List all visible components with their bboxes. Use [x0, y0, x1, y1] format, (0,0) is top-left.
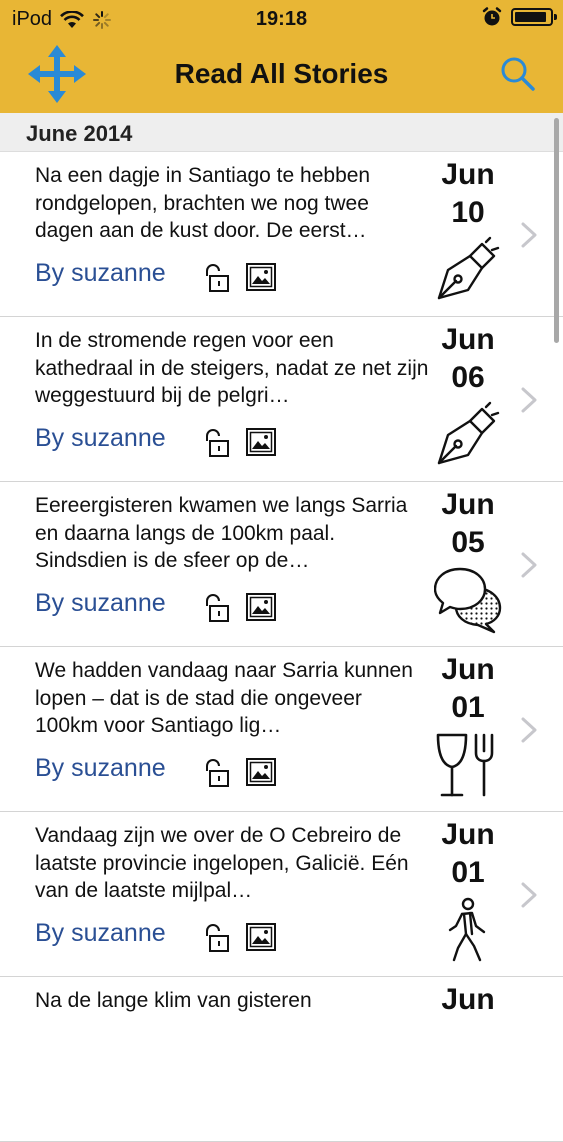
scrollbar[interactable] [554, 118, 559, 343]
story-date [430, 651, 506, 727]
chevron-right-icon [520, 387, 538, 413]
story-month: Jun [441, 158, 495, 191]
status-right-group [481, 6, 553, 28]
status-bar [0, 0, 563, 38]
story-row[interactable] [0, 812, 563, 977]
unlocked-padlock-icon [203, 593, 231, 623]
search-icon[interactable] [499, 55, 537, 93]
story-excerpt: Na een dagje in Santiago te hebben rondgelopen, brachten we nog twee dagen aan de kust door. De eerst… [35, 164, 371, 242]
image-icon [246, 923, 276, 951]
navigation-bar [0, 38, 563, 113]
chevron-right-icon [520, 882, 538, 908]
story-author: By suzanne [35, 424, 166, 452]
walking-person-icon [434, 896, 502, 964]
story-date [430, 321, 506, 397]
image-icon [246, 758, 276, 786]
glass-fork-icon [434, 731, 502, 799]
story-day: 06 [451, 361, 485, 394]
speech-bubbles-icon [434, 566, 502, 634]
alarm-clock-icon [481, 6, 503, 28]
page-title: Read All Stories [174, 58, 389, 89]
story-date [430, 486, 506, 562]
story-row[interactable] [0, 152, 563, 317]
story-author: By suzanne [35, 259, 166, 287]
story-list [0, 152, 563, 1142]
unlocked-padlock-icon [203, 758, 231, 788]
story-row[interactable] [0, 647, 563, 812]
top-bar [0, 0, 563, 113]
story-month: Jun [441, 653, 495, 686]
pen-nib-icon [434, 236, 502, 304]
story-author: By suzanne [35, 589, 166, 617]
story-date [430, 816, 506, 892]
story-date [430, 156, 506, 232]
story-month: Jun [441, 983, 495, 1016]
clock: 19:18 [255, 8, 308, 30]
story-author: By suzanne [35, 919, 166, 947]
pen-nib-icon [434, 401, 502, 469]
story-day: 10 [451, 196, 485, 229]
battery-fill [515, 12, 546, 22]
story-day: 01 [451, 691, 485, 724]
chevron-right-icon [520, 552, 538, 578]
story-author: By suzanne [35, 754, 166, 782]
image-icon [246, 263, 276, 291]
story-excerpt: Na de lange klim van gisteren [35, 989, 312, 1012]
story-month: Jun [441, 818, 495, 851]
story-month: Jun [441, 323, 495, 356]
chevron-right-icon [520, 717, 538, 743]
story-date [430, 981, 506, 1019]
story-month: Jun [441, 488, 495, 521]
story-row[interactable] [0, 482, 563, 647]
story-day: 05 [451, 526, 485, 559]
section-title: June 2014 [26, 121, 133, 146]
image-icon [246, 428, 276, 456]
unlocked-padlock-icon [203, 263, 231, 293]
battery-icon [511, 8, 553, 26]
story-excerpt: We hadden vandaag naar Sarria kunnen lopen – dat is de stad die ongeveer 100km voor Santiago lig… [35, 659, 413, 737]
story-excerpt: In de stromende regen voor een kathedraal in de steigers, nadat ze net zijn weggestuurd bij de pelgri… [35, 329, 429, 407]
story-excerpt: Eereergisteren kwamen we langs Sarria en daarna langs de 100km paal. Sindsdien is de sfeer op de… [35, 494, 408, 572]
image-icon [246, 593, 276, 621]
carrier-label: iPod [12, 8, 53, 30]
section-header [0, 113, 563, 152]
chevron-right-icon [520, 222, 538, 248]
story-row[interactable] [0, 317, 563, 482]
unlocked-padlock-icon [203, 428, 231, 458]
story-day: 01 [451, 856, 485, 889]
unlocked-padlock-icon [203, 923, 231, 953]
story-row[interactable] [0, 977, 563, 1142]
story-excerpt: Vandaag zijn we over de O Cebreiro de laatste provincie ingelopen, Galicië. Eén van de laatste mijlpal… [35, 824, 409, 902]
